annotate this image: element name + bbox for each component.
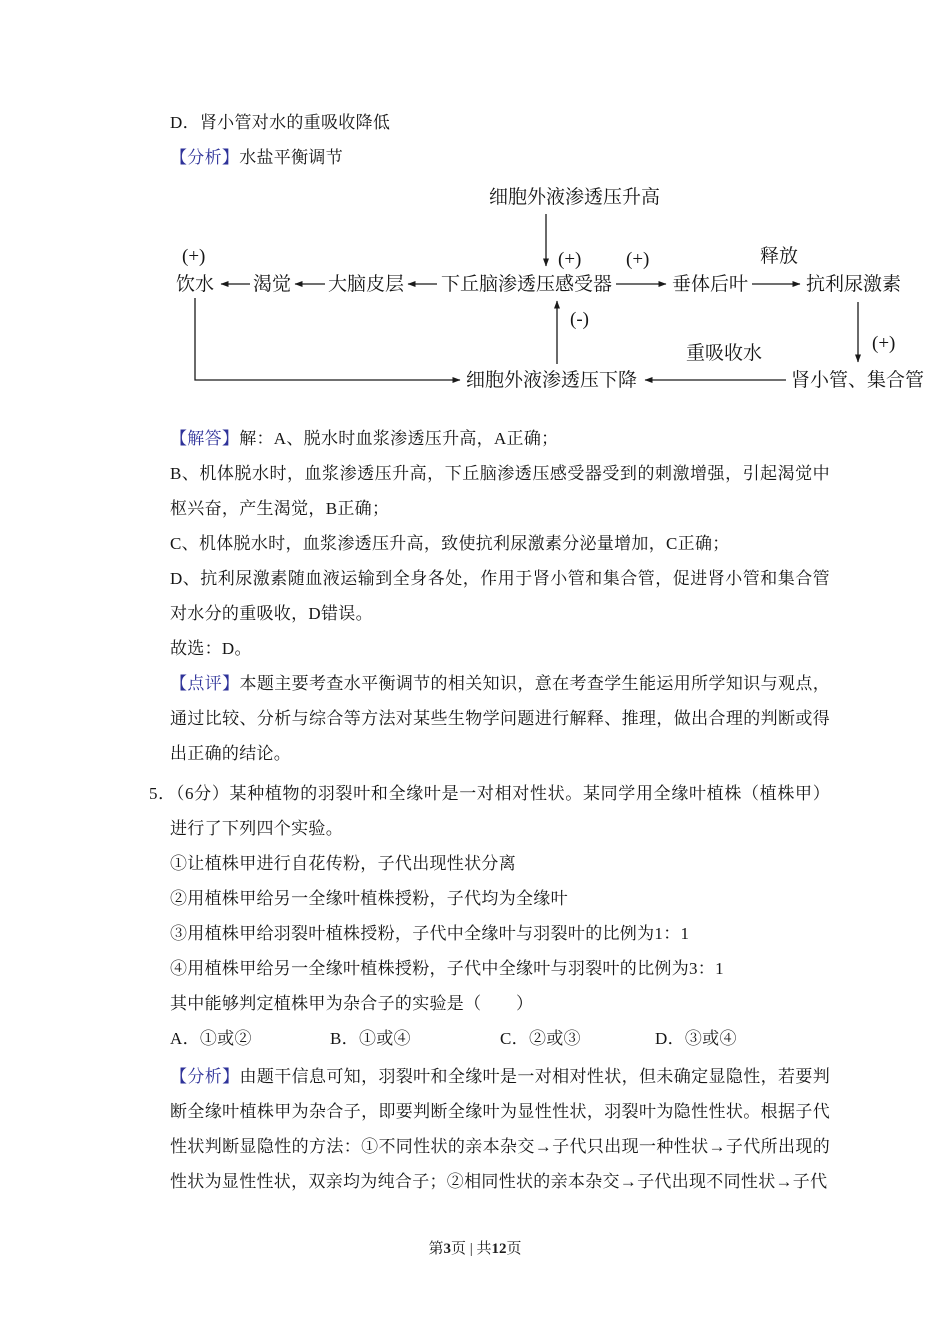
answer-conclusion: 故选：D。 [170, 639, 252, 658]
diagram-node-renal-tubule-collecting-duct: 肾小管、集合管 [791, 370, 925, 391]
diagram-node-drink: 饮水 [176, 274, 215, 295]
answer-text-a: 解：A、脱水时血浆渗透压升高，A正确； [239, 429, 559, 448]
page-footer [0, 1238, 950, 1260]
answer-line-c: C、机体脱水时，血浆渗透压升高，致使抗利尿激素分泌量增加，C正确； [170, 534, 730, 553]
question-5-item-4: ④用植株甲给另一全缘叶植株授粉，子代中全缘叶与羽裂叶的比例为3：1 [170, 959, 724, 978]
comment-text: 本题主要考查水平衡调节的相关知识，意在考查学生能运用所学知识与观点，通过比较、分析与综合等方法对某些生物学问题进行解释、推理，做出合理的判断或得出正确的结论。 [170, 674, 830, 763]
footer-total-pages: 12 [491, 1241, 507, 1257]
comment-label: 【点评】 [170, 674, 240, 693]
diagram-minus-label-feedback: (-) [570, 309, 589, 330]
answer-line-b: B、机体脱水时，血浆渗透压升高，下丘脑渗透压感受器受到的刺激增强，引起渴觉中枢兴奋，产生渴觉，B正确； [170, 464, 830, 518]
question-5-options [170, 1021, 830, 1056]
diagram-label-release: 释放 [760, 246, 799, 267]
question-5-analysis-paragraph [170, 1059, 830, 1199]
diagram-label-water-reabsorption: 重吸收水 [686, 343, 763, 364]
water-balance-diagram [170, 183, 930, 411]
diagram-plus-label-drink: (+) [182, 246, 206, 267]
page-content [149, 105, 925, 1199]
analysis-1-paragraph [170, 140, 830, 175]
arrow-drink-to-osm-down [195, 298, 460, 380]
question-5-prompt: 其中能够判定植株甲为杂合子的实验是（ ） [170, 994, 534, 1013]
q5-option-a: A．①或② [170, 1029, 252, 1048]
analysis-1-label: 【分析】 [170, 148, 240, 167]
question-5-analysis-label: 【分析】 [170, 1067, 240, 1086]
question-5-analysis-text: 由题干信息可知，羽裂叶和全缘叶是一对相对性状，但未确定显隐性，若要判断全缘叶植株甲为杂合子，即要判断全缘叶为显性性状，羽裂叶为隐性性状。根据子代性状判断显隐性的方法：①不同性状的亲本杂交→子代只出现一种性状→子代所出现的性状为显性性状，双亲均为纯合子；②相同性状的亲本杂交→子代出现不同性状→子代 [170, 1067, 830, 1191]
diagram-node-osmotic-fall: 细胞外液渗透压下降 [466, 370, 638, 391]
question-5-item-2: ②用植株甲给另一全缘叶植株授粉，子代均为全缘叶 [170, 889, 568, 908]
diagram-plus-label-kidney: (+) [872, 333, 896, 354]
diagram-node-osmotic-rise: 细胞外液渗透压升高 [489, 187, 661, 208]
q5-option-c: C．②或③ [500, 1029, 581, 1048]
diagram-plus-label-receptor: (+) [558, 249, 582, 270]
answer-line-a [170, 421, 830, 456]
footer-separator: 页 | 共 [450, 1241, 492, 1257]
answer-line-d: D、抗利尿激素随血液运输到全身各处，作用于肾小管和集合管，促进肾小管和集合管对水分的重吸收，D错误。 [170, 569, 830, 623]
question-5-item-3: ③用植株甲给羽裂叶植株授粉，子代中全缘叶与羽裂叶的比例为1：1 [170, 924, 690, 943]
footer-page-prefix: 第 [428, 1241, 444, 1257]
q5-option-b: B．①或④ [330, 1029, 411, 1048]
diagram-node-hypothalamus-receptor: 下丘脑渗透压感受器 [441, 274, 613, 295]
diagram-node-thirst: 渴觉 [253, 274, 292, 295]
diagram-node-cerebral-cortex: 大脑皮层 [328, 274, 405, 295]
question-5-item-1: ①让植株甲进行自花传粉，子代出现性状分离 [170, 854, 516, 873]
footer-page-suffix: 页 [506, 1241, 522, 1257]
question-5-stem: 5．（6分）某种植物的羽裂叶和全缘叶是一对相对性状。某同学用全缘叶植株（植株甲）进行了下列四个实验。 [149, 784, 830, 838]
footer-page-number: 3 [443, 1241, 451, 1257]
comment-paragraph [170, 666, 830, 771]
q5-option-d: D．③或④ [655, 1029, 737, 1048]
diagram-node-posterior-pituitary: 垂体后叶 [672, 274, 749, 295]
answer-label: 【解答】 [170, 429, 240, 448]
analysis-1-text: 水盐平衡调节 [239, 148, 344, 167]
option-d-line: D．肾小管对水的重吸收降低 [170, 113, 391, 132]
diagram-plus-label-pituitary: (+) [626, 249, 650, 270]
diagram-node-antidiuretic-hormone: 抗利尿激素 [806, 274, 902, 295]
